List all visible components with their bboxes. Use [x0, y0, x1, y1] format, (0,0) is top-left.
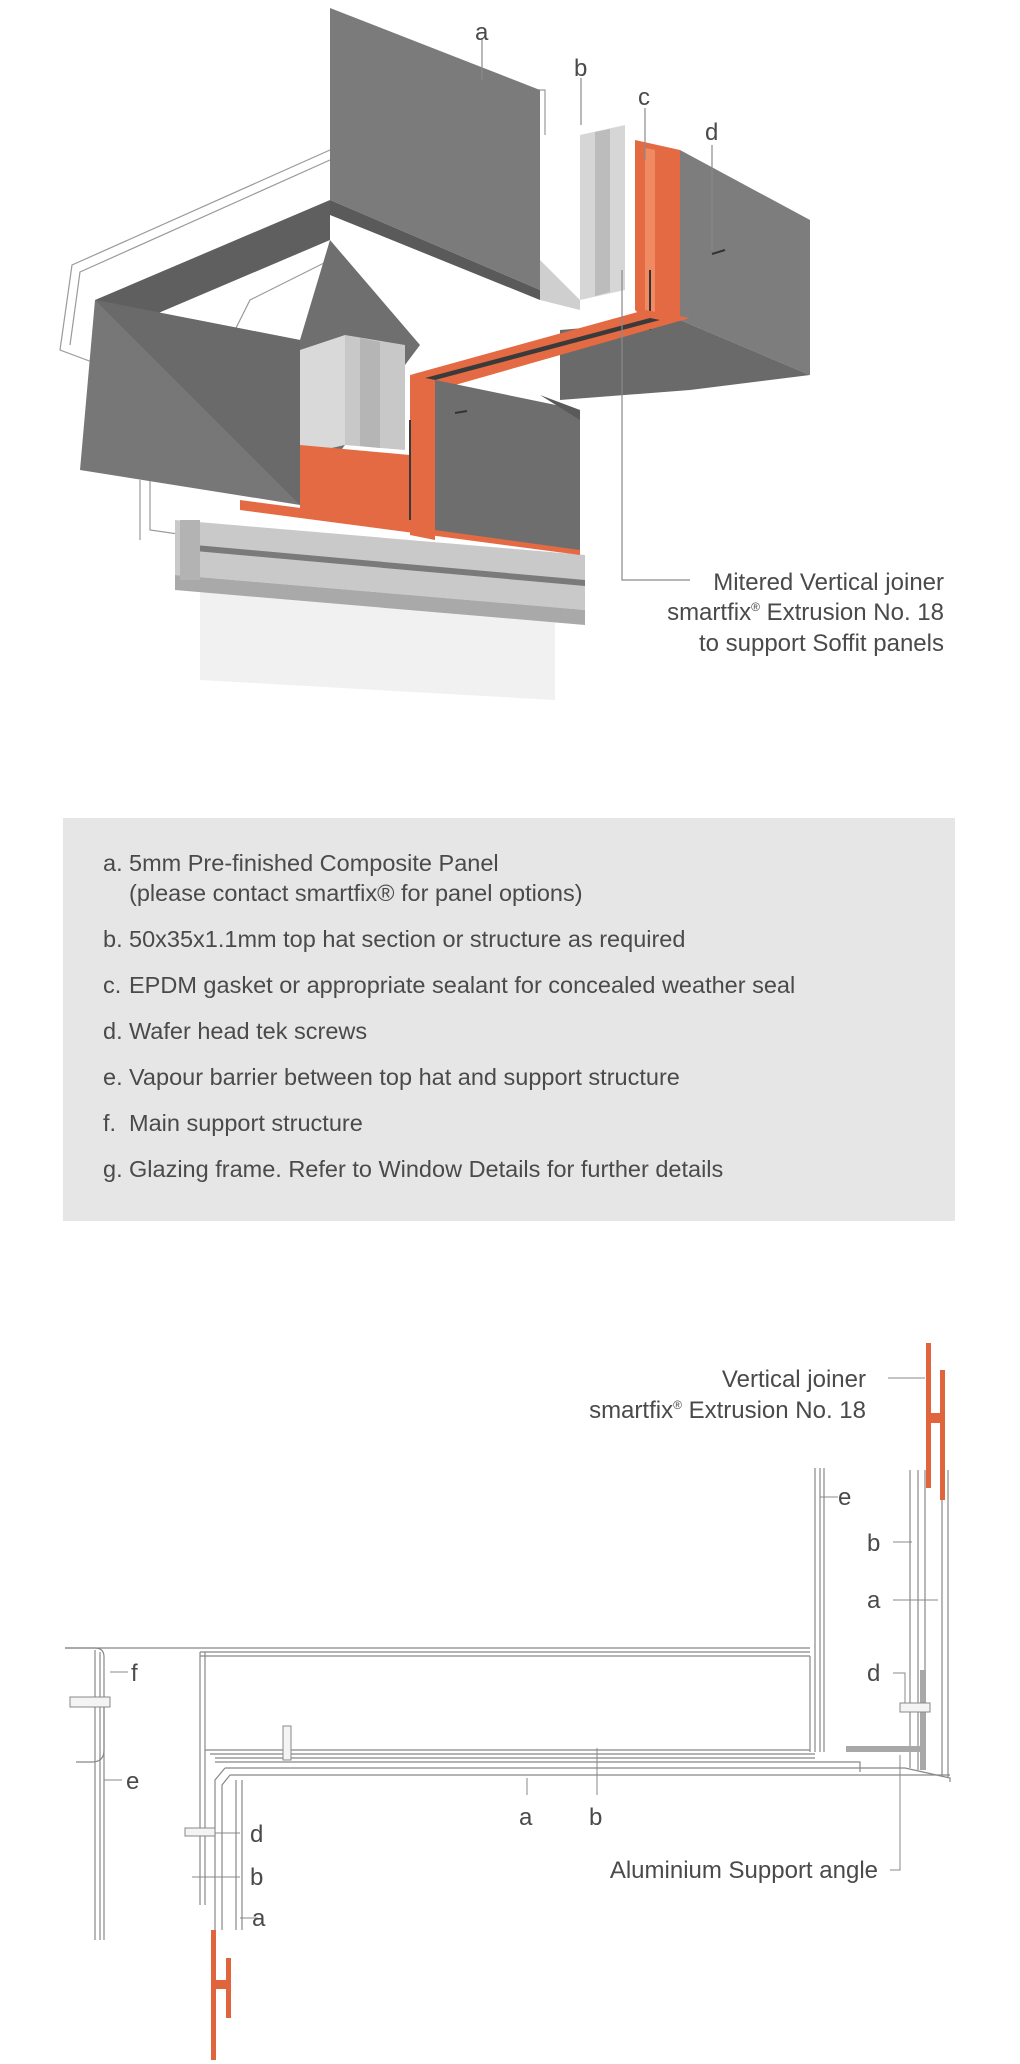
top-hat-section-lower	[300, 335, 405, 455]
joiner-caption-brand: smartfix	[589, 1397, 674, 1424]
label-a-left: a	[252, 1905, 266, 1932]
label-e-top: e	[838, 1484, 852, 1511]
notes-panel	[63, 818, 955, 1221]
note-letter: e.	[103, 1064, 123, 1090]
iso-caption-rest: Extrusion No. 18	[759, 599, 944, 626]
joiner-caption-line2	[589, 1397, 866, 1424]
iso-label-c: c	[638, 84, 650, 111]
label-a-top: a	[867, 1587, 881, 1614]
top-hat-section-upper	[540, 125, 625, 310]
iso-label-d: d	[705, 119, 719, 146]
tek-screws	[70, 1697, 930, 1836]
label-d-right: d	[867, 1660, 881, 1687]
joiner-caption-registered: ®	[673, 1398, 682, 1412]
top-soffit-panel	[330, 8, 540, 300]
joiner-caption-line1: Vertical joiner	[721, 1366, 866, 1393]
note-item	[103, 924, 955, 954]
iso-caption-line2	[667, 599, 944, 626]
note-item	[103, 970, 955, 1000]
iso-caption-line1: Mitered Vertical joiner	[713, 569, 944, 596]
aluminium-support-angle	[846, 1670, 926, 1770]
isometric-soffit-view	[0, 0, 1020, 760]
note-item	[103, 848, 955, 908]
iso-caption	[667, 569, 944, 657]
iso-caption-line3: to support Soffit panels	[698, 630, 944, 657]
vertical-joiner-extrusion	[211, 1343, 945, 2060]
iso-label-b: b	[574, 55, 588, 82]
note-letter: g.	[103, 1156, 123, 1182]
note-text: 5mm Pre-finished Composite Panel (please contact smartfix® for panel options)	[129, 850, 583, 906]
note-text: Vapour barrier between top hat and support structure	[129, 1064, 680, 1090]
note-text: Main support structure	[129, 1110, 363, 1136]
label-a-mid: a	[519, 1804, 533, 1831]
note-item	[103, 1062, 955, 1092]
label-b-mid: b	[589, 1804, 603, 1831]
note-item	[103, 1154, 955, 1184]
joiner-caption-rest: Extrusion No. 18	[681, 1397, 866, 1424]
gasket-upper	[635, 140, 680, 320]
note-letter: d.	[103, 1018, 123, 1044]
note-letter: f.	[103, 1110, 117, 1136]
note-text: Wafer head tek screws	[129, 1018, 368, 1044]
joiner-caption	[589, 1366, 866, 1424]
iso-caption-brand: smartfix	[667, 599, 752, 626]
label-e-left: e	[126, 1768, 140, 1795]
lower-right-panel	[435, 380, 580, 550]
label-d-left: d	[250, 1821, 264, 1848]
note-item	[103, 1016, 955, 1046]
note-text: EPDM gasket or appropriate sealant for concealed weather seal	[129, 972, 796, 998]
section-detail-view	[0, 1300, 1020, 2064]
note-text: 50x35x1.1mm top hat section or structure as required	[129, 926, 686, 952]
iso-caption-registered: ®	[751, 600, 760, 614]
note-letter: a.	[103, 850, 123, 876]
note-item	[103, 1108, 955, 1138]
iso-label-a: a	[475, 19, 489, 46]
label-f-left: f	[131, 1660, 138, 1687]
support-angle-label: Aluminium Support angle	[609, 1857, 878, 1884]
note-letter: c.	[103, 972, 122, 998]
label-b-top: b	[867, 1530, 881, 1557]
note-text: Glazing frame. Refer to Window Details for further details	[129, 1156, 724, 1182]
label-b-left: b	[250, 1864, 264, 1891]
note-letter: b.	[103, 926, 123, 952]
